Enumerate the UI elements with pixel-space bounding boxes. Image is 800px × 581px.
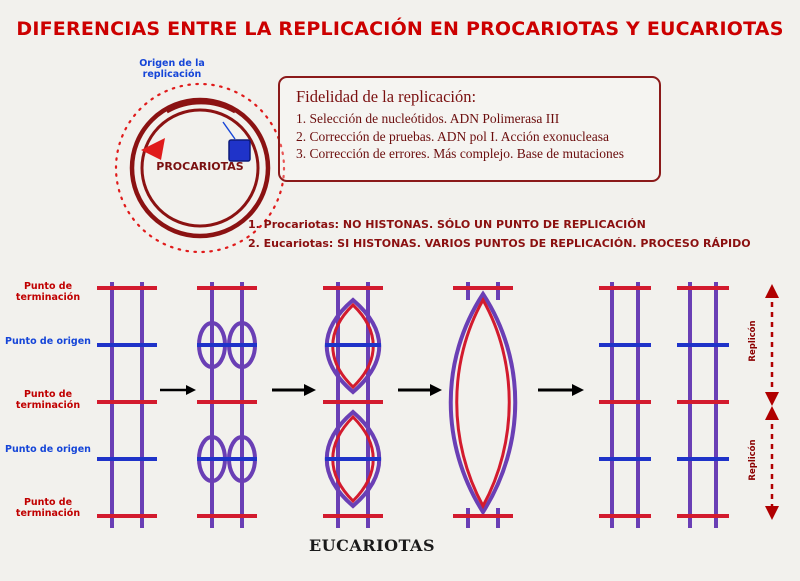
replicon-label-1: Replicón (748, 320, 758, 362)
label-origin-2: Punto de origen (5, 444, 91, 455)
label-termination-3: Punto de terminación (15, 497, 81, 519)
stage-5 (599, 282, 729, 528)
label-origin-1: Punto de origen (5, 336, 91, 347)
origin-pointer-line (223, 122, 235, 139)
fidelity-box (278, 76, 661, 182)
comparison-notes (248, 215, 793, 253)
fidelity-heading: Fidelidad de la replicación: (296, 87, 477, 106)
replicon-measure-bars (765, 284, 779, 520)
stage-4 (451, 282, 516, 528)
page-title: DIFERENCIAS ENTRE LA REPLICACIÓN EN PROCARIOTAS Y EUCARIOTAS (16, 18, 784, 40)
label-termination-1: Punto de terminación (15, 281, 81, 303)
note-procariotas: 1. Procariotas: NO HISTONAS. SÓLO UN PUNTO DE REPLICACIÓN (248, 218, 646, 231)
stage-3 (323, 282, 383, 528)
fidelity-list (296, 110, 647, 163)
fidelity-item: 2. Corrección de pruebas. ADN pol I. Acción exonucleasa (296, 128, 610, 144)
replicon-label-2: Replicón (748, 439, 758, 481)
fidelity-item: 3. Corrección de errores. Más complejo. Base de mutaciones (296, 146, 625, 161)
label-termination-2: Punto de terminación (15, 389, 81, 411)
stage-2 (197, 282, 257, 528)
eukaryote-caption: EUCARIOTAS (308, 536, 435, 555)
arrow-2 (272, 384, 316, 396)
fidelity-item: 1. Selección de nucleótidos. ADN Polimerasa III (296, 111, 560, 126)
arrow-3 (398, 384, 442, 396)
note-eucariotas: 2. Eucariotas: SI HISTONAS. VARIOS PUNTOS DE REPLICACIÓN. PROCESO RÁPIDO (248, 237, 751, 250)
origin-label: Origen de la replicación (139, 58, 205, 80)
stage-1 (97, 282, 157, 528)
prokaryote-name: PROCARIOTAS (156, 160, 244, 173)
arrow-1 (160, 385, 196, 395)
arrow-4 (538, 384, 584, 396)
origin-marker-icon (229, 140, 250, 161)
